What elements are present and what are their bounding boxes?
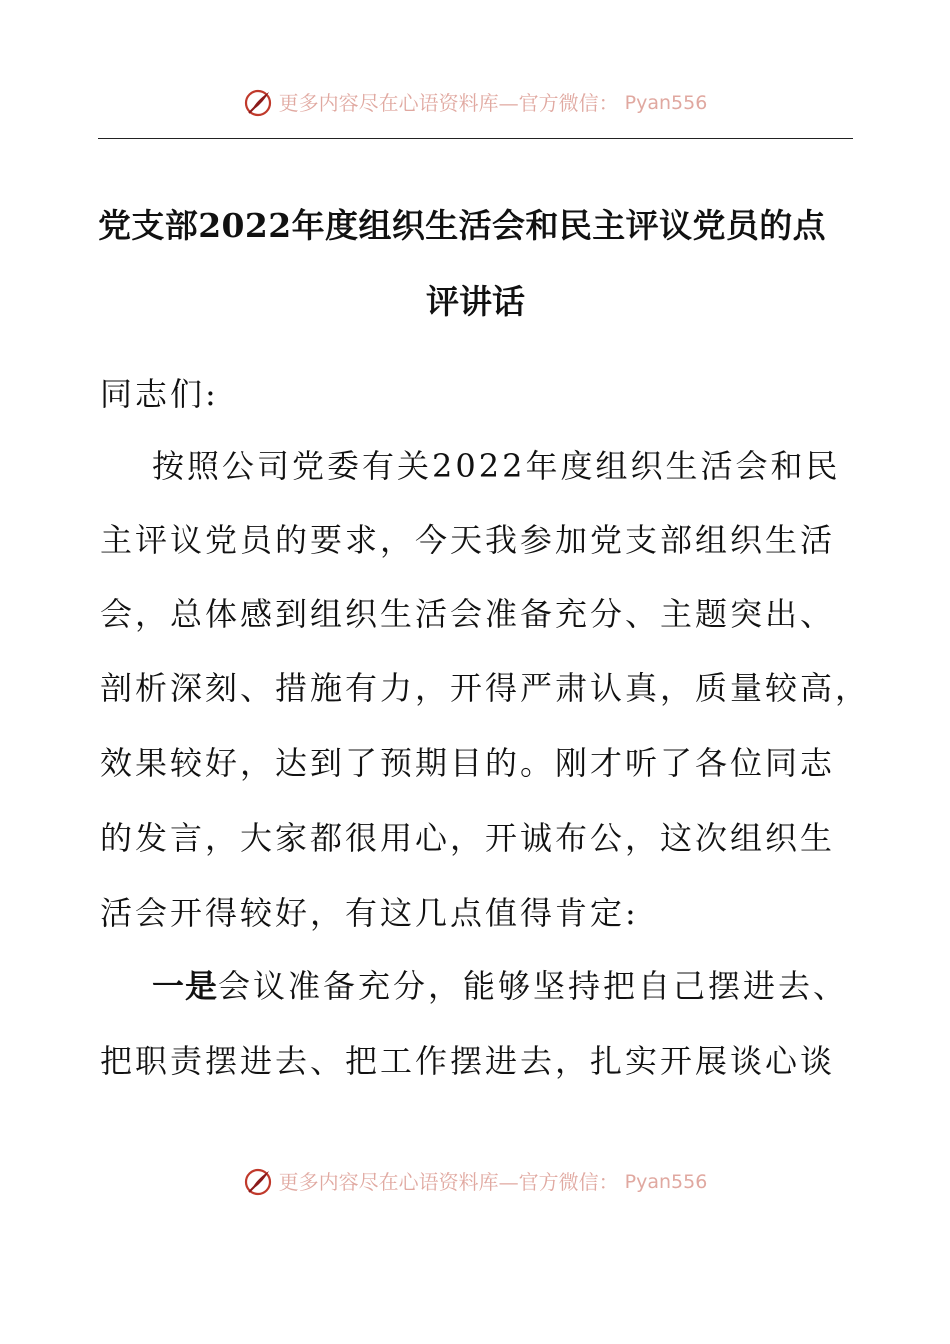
point-one-text: 会议准备充分，能够坚持把自己摆进去、 <box>218 967 849 1005</box>
watermark-wechat-id: Pyan556 <box>624 92 708 114</box>
paragraph-line: 主评议党员的要求，今天我参加党支部组织生活 <box>100 521 836 559</box>
header-divider <box>98 138 853 139</box>
quill-logo-icon <box>243 88 273 118</box>
point-one-lead: 一是 <box>152 967 219 1005</box>
paragraph-line: 的发言，大家都很用心，开诚布公，这次组织生 <box>100 819 836 857</box>
paragraph-line: 活会开得较好，有这几点值得肯定: <box>100 894 639 932</box>
document-title-line-2: 评讲话 <box>426 282 525 321</box>
point-one-line <box>152 966 922 1006</box>
watermark-text: 更多内容尽在心语资料库—官方微信： <box>278 1170 619 1194</box>
paragraph-line: 按照公司党委有关2022年度组织生活会和民 <box>152 447 841 485</box>
header-watermark <box>0 88 950 118</box>
quill-logo-icon <box>243 1167 273 1197</box>
watermark-wechat-id: Pyan556 <box>624 1171 708 1193</box>
document-title-line-1: 党支部2022年度组织生活会和民主评议党员的点 <box>98 206 827 245</box>
footer-watermark <box>0 1167 950 1197</box>
paragraph-line: 效果较好，达到了预期目的。刚才听了各位同志 <box>100 744 836 782</box>
paragraph-line: 会，总体感到组织生活会准备充分、主题突出、 <box>100 595 836 633</box>
watermark-text: 更多内容尽在心语资料库—官方微信： <box>278 91 619 115</box>
salutation: 同志们: <box>100 375 219 413</box>
paragraph-line: 把职责摆进去、把工作摆进去，扎实开展谈心谈 <box>100 1042 836 1080</box>
paragraph-line: 剖析深刻、措施有力，开得严肃认真，质量较高， <box>100 669 871 707</box>
